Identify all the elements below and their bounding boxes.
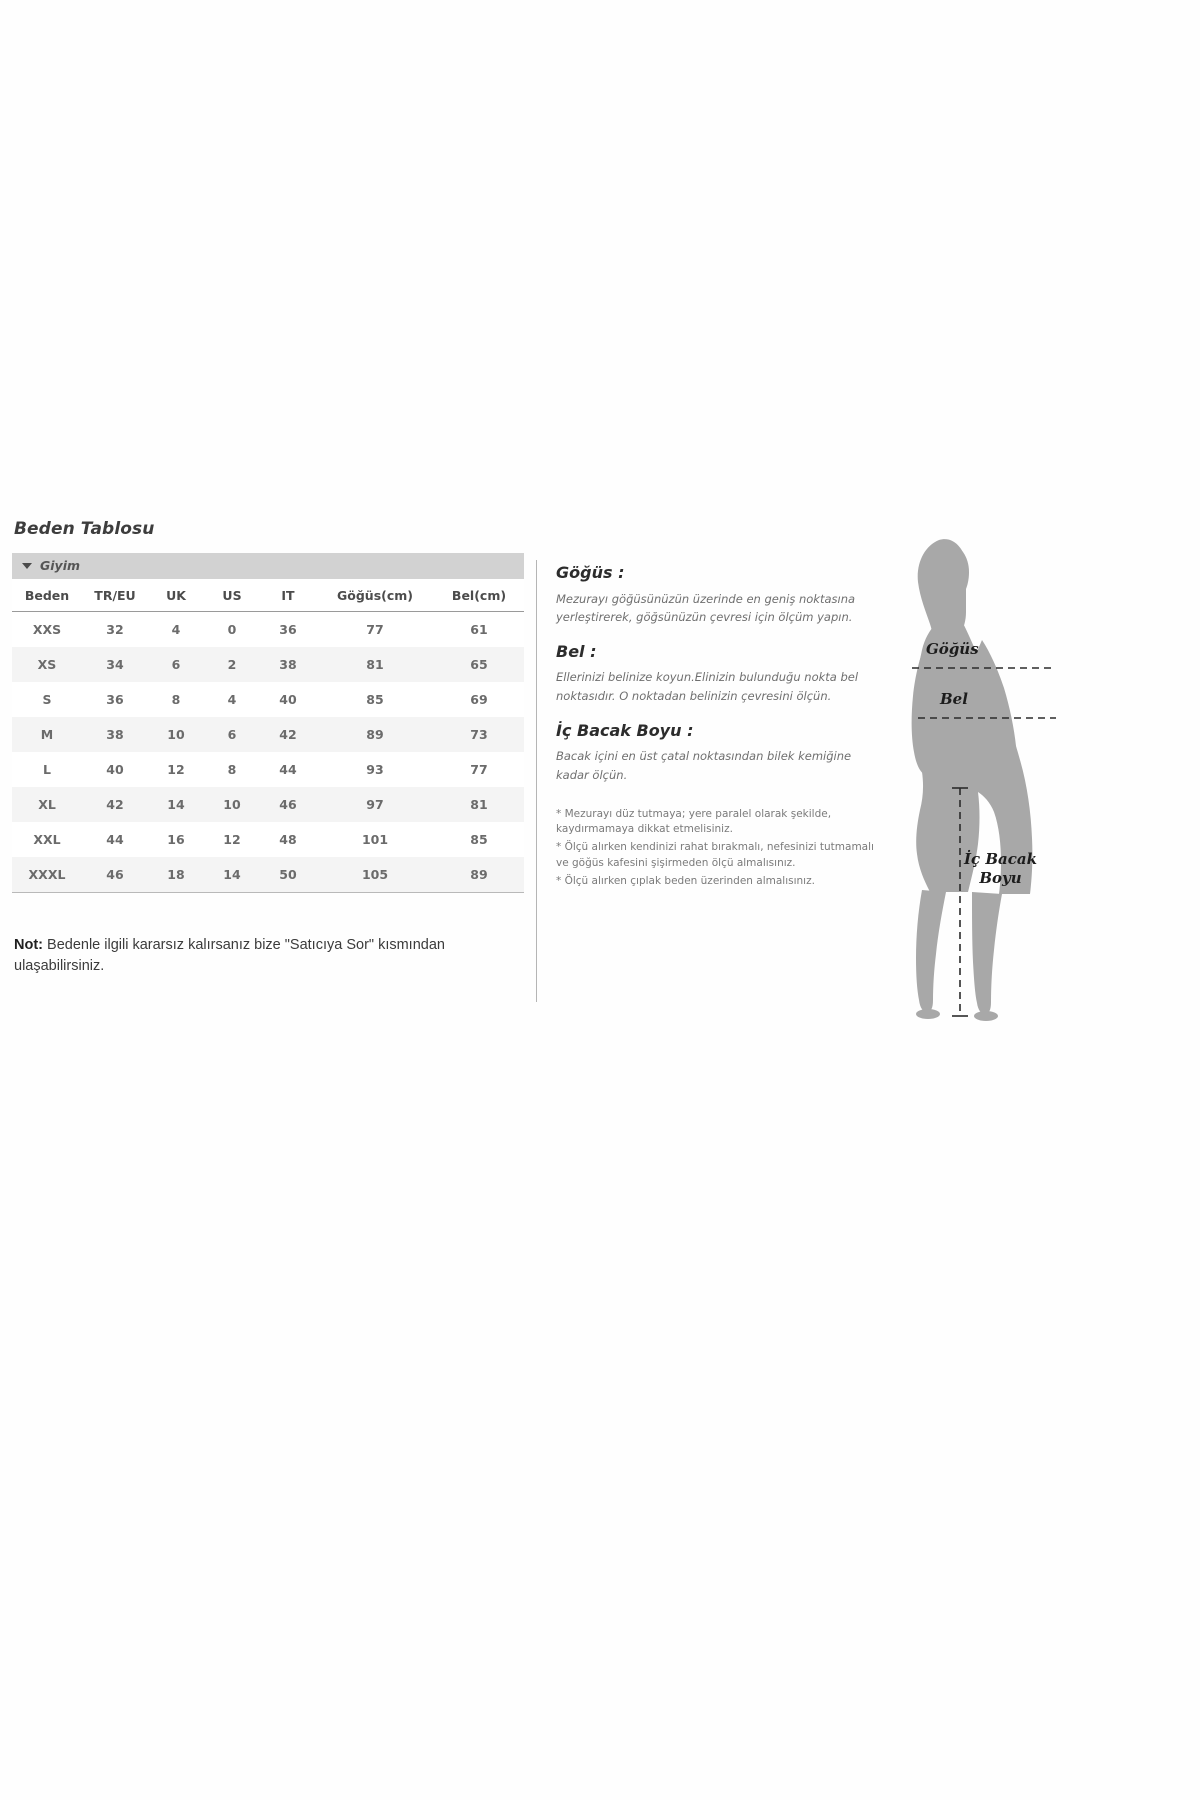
instruction-body: Mezurayı göğüsünüzün üzerinde en geniş noktasına yerleştirerek, göğsünüzün çevresi için ölçüm yapın. [556,591,856,625]
cell-beden: S [12,682,82,717]
cell-uk: 18 [148,857,204,893]
figure-label-chest: Göğüs [926,640,979,658]
table-row [12,682,524,717]
col-header-uk: UK [148,579,204,612]
size-table [12,579,524,893]
cell-gogus: 85 [316,682,434,717]
cell-uk: 6 [148,647,204,682]
cell-beden: XS [12,647,82,682]
figure-label-inseam-line1: İç Bacak [964,850,1038,868]
cell-treu: 44 [82,822,148,857]
figure-column [860,520,1190,1040]
table-row [12,752,524,787]
table-row [12,647,524,682]
cell-uk: 12 [148,752,204,787]
col-header-bel: Bel(cm) [434,579,524,612]
instruction-heading: Bel : [556,641,597,661]
female-body-silhouette-icon [860,520,1190,1040]
cell-us: 12 [204,822,260,857]
cell-us: 6 [204,717,260,752]
table-body [12,611,524,892]
cell-uk: 4 [148,611,204,647]
content-area [0,520,1200,1040]
cell-uk: 8 [148,682,204,717]
instruction-heading: İç Bacak Boyu : [556,720,694,740]
figure-label-waist: Bel [940,690,968,708]
caret-down-icon [22,563,32,569]
cell-it: 50 [260,857,316,893]
table-row [12,822,524,857]
figure-label-inseam-line2: Boyu [979,868,1022,887]
cell-bel: 81 [434,787,524,822]
cell-treu: 42 [82,787,148,822]
cell-it: 46 [260,787,316,822]
col-header-treu: TR/EU [82,579,148,612]
instruction-body: Bacak içini en üst çatal noktasından bilek kemiğine kadar ölçün. [556,749,852,782]
col-header-beden: Beden [12,579,82,612]
column-divider [536,560,537,1002]
cell-treu: 46 [82,857,148,893]
cell-bel: 69 [434,682,524,717]
note-body: Bedenle ilgili kararsız kalırsanız bize "Satıcıya Sor" kısmından ulaşabilirsiniz. [14,936,445,974]
cell-beden: XL [12,787,82,822]
cell-bel: 89 [434,857,524,893]
cell-it: 36 [260,611,316,647]
cell-it: 42 [260,717,316,752]
cell-gogus: 81 [316,647,434,682]
cell-treu: 32 [82,611,148,647]
cell-bel: 65 [434,647,524,682]
cell-treu: 40 [82,752,148,787]
cell-us: 0 [204,611,260,647]
cell-treu: 36 [82,682,148,717]
cell-beden: XXS [12,611,82,647]
cell-uk: 10 [148,717,204,752]
cell-uk: 16 [148,822,204,857]
instructions-column [556,564,886,891]
col-header-gogus: Göğüs(cm) [316,579,434,612]
cell-gogus: 105 [316,857,434,893]
note-text [14,935,534,977]
cell-gogus: 93 [316,752,434,787]
table-row [12,787,524,822]
cell-gogus: 77 [316,611,434,647]
col-header-it: IT [260,579,316,612]
cell-beden: XXL [12,822,82,857]
cell-us: 14 [204,857,260,893]
cell-bel: 77 [434,752,524,787]
cell-us: 2 [204,647,260,682]
instruction-gogus [556,564,886,627]
category-label: Giyim [40,558,81,574]
table-row [12,717,524,752]
size-table-column [12,520,524,977]
cell-it: 48 [260,822,316,857]
cell-beden: L [12,752,82,787]
instruction-ic-bacak-boyu [556,722,886,785]
cell-gogus: 97 [316,787,434,822]
cell-bel: 85 [434,822,524,857]
category-header-giyim[interactable] [12,553,524,579]
cell-uk: 14 [148,787,204,822]
cell-us: 10 [204,787,260,822]
cell-it: 40 [260,682,316,717]
footnotes-list [556,807,874,890]
note-label: Not: [14,936,43,953]
page-title: Beden Tablosu [14,519,155,539]
figure-label-inseam [964,850,1037,888]
instruction-body: Ellerinizi belinize koyun.Elinizin bulunduğu nokta bel noktasıdır. O noktadan belinizin çevresini ölçün. [556,670,859,704]
col-header-us: US [204,579,260,612]
cell-treu: 34 [82,647,148,682]
instruction-bel [556,643,886,706]
cell-it: 44 [260,752,316,787]
cell-bel: 61 [434,611,524,647]
cell-gogus: 101 [316,822,434,857]
cell-gogus: 89 [316,717,434,752]
table-row [12,857,524,893]
footnote-item: * Ölçü alırken çıplak beden üzerinden almalısınız. [556,874,815,887]
footnote-item: * Ölçü alırken kendinizi rahat bırakmalı, nefesinizi tutmamalı ve göğüs kafesini şişirmeden ölçü almalısınız. [556,841,874,869]
cell-bel: 73 [434,717,524,752]
footnote-item: * Mezurayı düz tutmaya; yere paralel olarak şekilde, kaydırmamaya dikkat etmelisiniz. [556,807,832,836]
instruction-heading: Göğüs : [556,563,625,582]
body-measurement-figure [860,520,1190,1040]
cell-us: 4 [204,682,260,717]
table-header-row [12,579,524,612]
cell-it: 38 [260,647,316,682]
table-row [12,611,524,647]
cell-beden: XXXL [12,857,82,893]
cell-beden: M [12,717,82,752]
cell-treu: 38 [82,717,148,752]
cell-us: 8 [204,752,260,787]
